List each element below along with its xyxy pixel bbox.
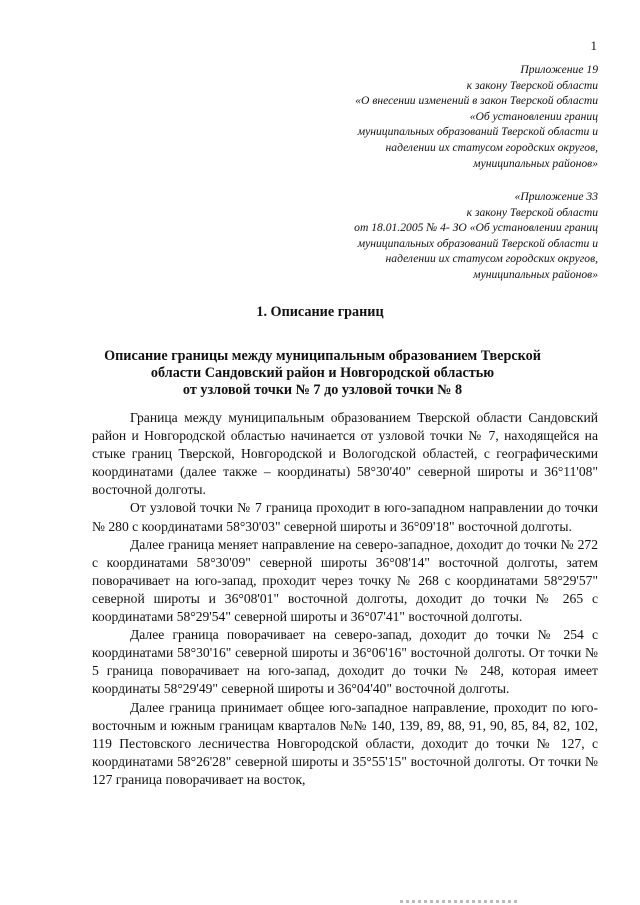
annex-line: муниципальных районов» [473, 267, 598, 281]
annex-line: наделении их статусом городских округов, [385, 252, 598, 266]
scan-edge-mark [400, 900, 520, 903]
paragraph: Далее граница поворачивает на северо-запад, доходит до точки № 254 с координатами 58°30'16" северной широты и 36°06'16" восточной долготы. От точки № 5 граница поворачивает на юго-запад, доходит до точки № 248, которая имеет координаты 58°29'49" северной широты и 36°04'40" восточной долготы. [92, 627, 598, 697]
annex-line: «Приложение 33 [514, 190, 598, 203]
document-body [92, 409, 598, 789]
paragraph: Далее граница меняет направление на северо-западное, доходит до точки № 272 с координатами 58°30'09" северной широты 36°08'14" восточной долготы, затем поворачивает на юго-запад, проходит через точку № 268 с координатами 58°29'57" северной широты и 36°08'01" восточной долготы, доходит до точки № 265 с координатами 58°29'54" северной широты и 36°07'41" восточной долготы. [92, 536, 598, 625]
annex-line: муниципальных образований Тверской области и [357, 236, 598, 250]
paragraph: Граница между муниципальным образованием Тверской области Сандовский район и Новгородской областью начинается от узловой точки № 7, находящейся на стыке границ Тверской, Новгородской и Вологодской областей, с географическими координатами (далее также – координаты) 58°30'40" северной широты и 36°11'08" восточной долготы. [92, 410, 598, 498]
annex-header-appendix-19 [355, 62, 598, 171]
page-number: 1 [590, 38, 597, 53]
subtitle-line: Описание границы между муниципальным образованием Тверской [104, 348, 541, 364]
subtitle-line: от узловой точки № 7 до узловой точки № 8 [182, 382, 463, 399]
paragraph: Далее граница принимает общее юго-западное направление, проходит по юго-восточным и южным границам кварталов №№ 140, 139, 89, 88, 91, 90, 85, 84, 82, 102, 119 Пестовского лесничества Новгородской области, доходит до точки № 127, с координатами 58°26'28" северной широты и 35°55'15" восточной долготы. От точки № 127 граница поворачивает на восток, [92, 699, 598, 787]
annex-line: муниципальных образований Тверской области и [357, 125, 598, 139]
subtitle-line: области Сандовский район и Новгородской областью [150, 365, 495, 382]
annex-line: Приложение 19 [520, 63, 598, 76]
annex-line: наделении их статусом городских округов, [385, 140, 598, 154]
boundary-description-title [60, 348, 585, 400]
paragraph: От узловой точки № 7 граница проходит в юго-западном направлении до точки № 280 с координатами 58°30'03" северной широты и 36°09'18" восточной долготы. [92, 500, 598, 534]
annex-line: муниципальных районов» [473, 156, 598, 170]
section-title: 1. Описание границ [256, 304, 384, 320]
annex-header-appendix-33 [354, 189, 598, 283]
annex-line: «О внесении изменений в закон Тверской области [355, 94, 598, 108]
annex-line: к закону Тверской области [466, 205, 598, 219]
annex-line: от 18.01.2005 № 4- ЗО «Об установлении границ [354, 221, 598, 235]
annex-line: к закону Тверской области [466, 78, 598, 92]
annex-line: «Об установлении границ [469, 109, 598, 123]
